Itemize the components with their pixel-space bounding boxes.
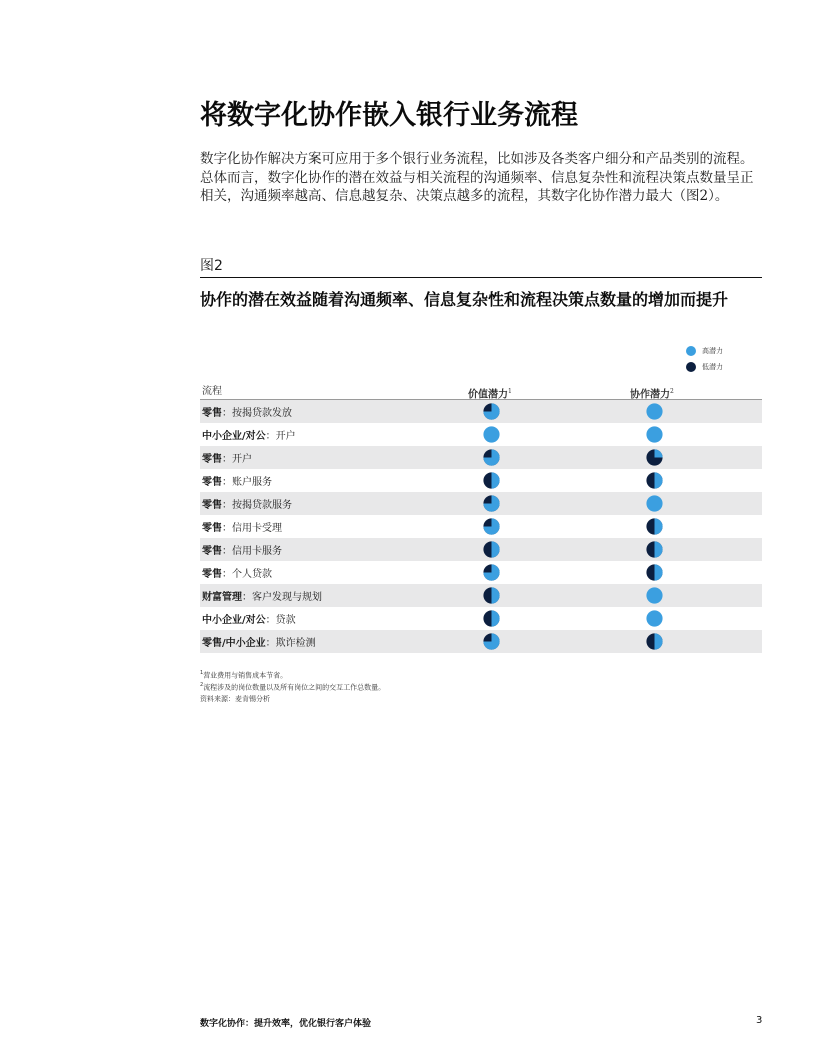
footer-title: 数字化协作：提升效率，优化银行客户体验 bbox=[200, 1019, 372, 1029]
row-separator: ： bbox=[222, 569, 232, 580]
value-potential-pie-icon bbox=[483, 472, 500, 489]
legend-item-low bbox=[686, 359, 723, 375]
value-potential-pie-icon bbox=[483, 426, 500, 443]
row-segment: 零售 bbox=[202, 408, 222, 419]
row-segment: 零售 bbox=[202, 477, 222, 488]
row-label bbox=[202, 519, 282, 534]
row-label bbox=[202, 427, 296, 442]
row-process: 贷款 bbox=[275, 615, 296, 626]
table-row bbox=[200, 469, 762, 492]
value-potential-pie-icon bbox=[483, 403, 500, 420]
row-process: 按揭贷款发放 bbox=[232, 408, 292, 419]
collab-potential-pie-icon bbox=[646, 495, 663, 512]
collab-potential-pie-icon bbox=[646, 564, 663, 581]
row-label bbox=[202, 634, 316, 649]
collab-potential-pie-icon bbox=[646, 587, 663, 604]
legend-item-high bbox=[686, 343, 723, 359]
table-header bbox=[200, 386, 762, 400]
column-header-value-label: 价值潜力 bbox=[468, 389, 508, 401]
collab-potential-pie-icon bbox=[646, 518, 663, 535]
row-separator: ： bbox=[222, 523, 232, 534]
row-segment: 零售/中小企业 bbox=[202, 638, 266, 649]
value-potential-pie-icon bbox=[483, 610, 500, 627]
table-row bbox=[200, 446, 762, 469]
row-separator: ： bbox=[222, 454, 232, 465]
table-row bbox=[200, 630, 762, 653]
row-separator: ： bbox=[242, 592, 252, 603]
collab-potential-pie-icon bbox=[646, 633, 663, 650]
row-segment: 中小企业/对公 bbox=[202, 615, 266, 626]
row-label bbox=[202, 588, 322, 603]
footnote-2 bbox=[200, 681, 385, 693]
row-separator: ： bbox=[222, 477, 232, 488]
row-separator: ： bbox=[265, 431, 276, 442]
row-label bbox=[202, 404, 292, 419]
value-potential-pie-icon bbox=[483, 587, 500, 604]
footnote-marker-1: 1 bbox=[508, 388, 512, 395]
exhibit-title: 协作的潜在效益随着沟通频率、信息复杂性和流程决策点数量的增加而提升 bbox=[200, 290, 729, 309]
row-segment: 零售 bbox=[202, 569, 222, 580]
row-segment: 中小企业/对公 bbox=[202, 431, 266, 442]
row-segment: 零售 bbox=[202, 523, 222, 534]
collab-potential-pie-icon bbox=[646, 403, 663, 420]
table-row bbox=[200, 538, 762, 561]
row-label bbox=[202, 473, 272, 488]
collab-potential-pie-icon bbox=[646, 472, 663, 489]
row-process: 按揭贷款服务 bbox=[232, 500, 292, 511]
table-row bbox=[200, 561, 762, 584]
row-process: 开户 bbox=[232, 454, 252, 465]
row-segment: 零售 bbox=[202, 546, 222, 557]
row-label bbox=[202, 450, 252, 465]
row-segment: 零售 bbox=[202, 500, 222, 511]
row-separator: ： bbox=[222, 408, 232, 419]
table-row bbox=[200, 423, 762, 446]
collab-potential-pie-icon bbox=[646, 541, 663, 558]
legend-label-low: 低潜力 bbox=[702, 363, 723, 371]
value-potential-pie-icon bbox=[483, 541, 500, 558]
low-potential-dot-icon bbox=[686, 362, 696, 372]
table-row bbox=[200, 515, 762, 538]
value-potential-pie-icon bbox=[483, 495, 500, 512]
collab-potential-pie-icon bbox=[646, 449, 663, 466]
row-process: 信用卡受理 bbox=[232, 523, 282, 534]
page-number: 3 bbox=[756, 1015, 763, 1026]
process-table bbox=[200, 400, 762, 653]
row-process: 欺诈检测 bbox=[275, 638, 316, 649]
row-label bbox=[202, 611, 296, 626]
collab-potential-pie-icon bbox=[646, 426, 663, 443]
footnote-marker-2: 2 bbox=[670, 388, 674, 395]
footnote-1 bbox=[200, 669, 385, 681]
row-segment: 零售 bbox=[202, 454, 222, 465]
table-row bbox=[200, 607, 762, 630]
collab-potential-pie-icon bbox=[646, 610, 663, 627]
row-separator: ： bbox=[265, 638, 276, 649]
figure-label: 图2 bbox=[200, 258, 223, 274]
page-title: 将数字化协作嵌入银行业务流程 bbox=[200, 100, 578, 131]
row-label bbox=[202, 542, 282, 557]
value-potential-pie-icon bbox=[483, 449, 500, 466]
footnote-2-marker: 2 bbox=[200, 681, 204, 688]
row-process: 账户服务 bbox=[232, 477, 272, 488]
footnote-2-text: 流程涉及的岗位数量以及所有岗位之间的交互工作总数量。 bbox=[203, 683, 386, 692]
column-header-process: 流程 bbox=[202, 386, 222, 397]
value-potential-pie-icon bbox=[483, 564, 500, 581]
row-separator: ： bbox=[222, 546, 232, 557]
row-process: 信用卡服务 bbox=[232, 546, 282, 557]
row-label bbox=[202, 496, 292, 511]
legend bbox=[686, 343, 723, 375]
intro-paragraph: 数字化协作解决方案可应用于多个银行业务流程，比如涉及各类客户细分和产品类别的流程。总体而言，数字化协作的潜在效益与相关流程的沟通频率、信息复杂性和流程决策点数量呈正相关，沟通频率越高、信息越复杂、决策点越多的流程，其数字化协作潜力最大（图2）。 bbox=[200, 151, 754, 204]
row-process: 客户发现与规划 bbox=[252, 592, 322, 603]
value-potential-pie-icon bbox=[483, 633, 500, 650]
row-label bbox=[202, 565, 272, 580]
figure-divider bbox=[200, 277, 762, 278]
table-row bbox=[200, 584, 762, 607]
footnotes bbox=[200, 669, 385, 693]
high-potential-dot-icon bbox=[686, 346, 696, 356]
legend-label-high: 高潜力 bbox=[702, 347, 723, 355]
row-separator: ： bbox=[222, 500, 232, 511]
table-row bbox=[200, 400, 762, 423]
source-note: 资料来源：麦肯锡分析 bbox=[200, 695, 270, 703]
footnote-1-text: 营业费用与销售成本节省。 bbox=[203, 671, 288, 680]
footnote-1-marker: 1 bbox=[200, 670, 204, 676]
row-process: 开户 bbox=[275, 431, 296, 442]
row-segment: 财富管理 bbox=[202, 592, 242, 603]
value-potential-pie-icon bbox=[483, 518, 500, 535]
row-separator: ： bbox=[265, 615, 276, 626]
column-header-collab-label: 协作潜力 bbox=[630, 389, 670, 401]
table-row bbox=[200, 492, 762, 515]
row-process: 个人贷款 bbox=[232, 569, 272, 580]
